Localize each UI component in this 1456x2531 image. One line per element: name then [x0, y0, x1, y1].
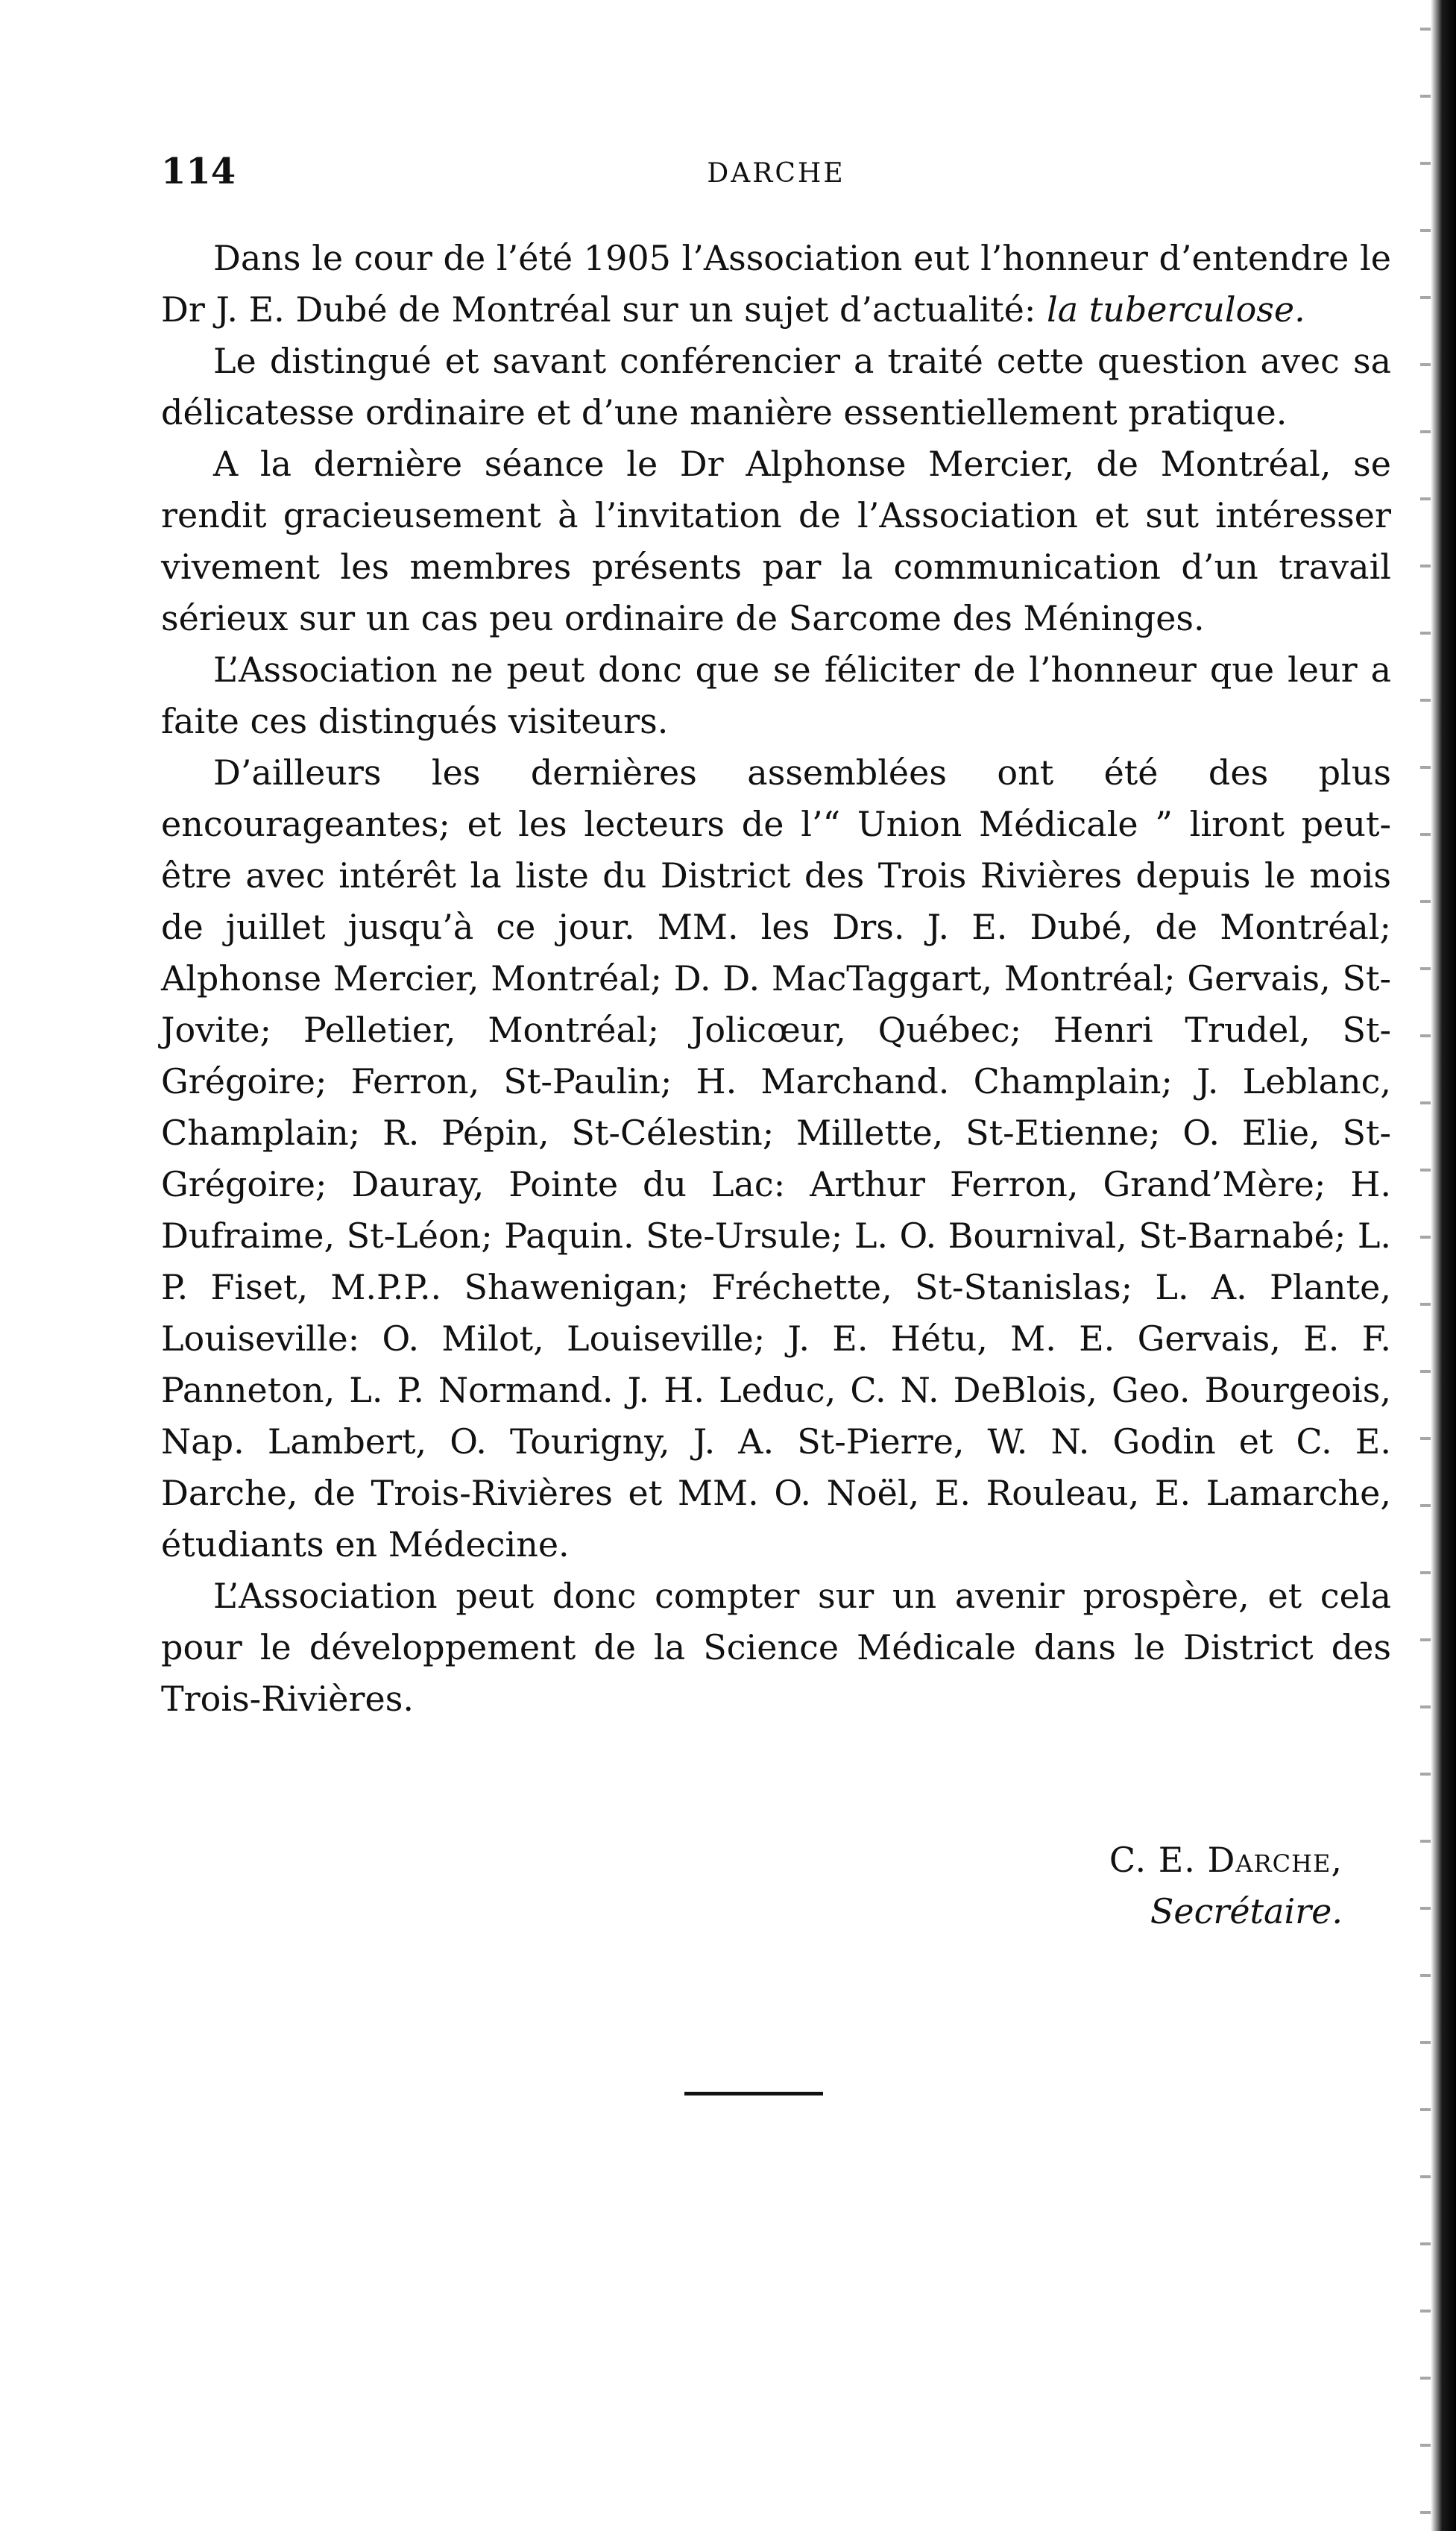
body-text [161, 233, 1391, 1725]
running-head: DARCHE [707, 158, 845, 189]
paragraph-1-italic: la tuberculose. [1046, 289, 1305, 330]
paragraph-5: D’ailleurs les dernières assemblées ont été des plus encourageantes; et les lecteurs de l’“ Union Médicale ” liront peut-être avec intérêt la liste du District des Trois Rivières depuis le mois de juillet jusqu’à ce jour. MM. les Drs. J. E. Dubé, de Montréal; Alphonse Mercier, Montréal; D. D. MacTaggart, Montréal; Gervais, St-Jovite; Pelletier, Montréal; Jolicœur, Québec; Henri Trudel, St-Grégoire; Ferron, St-Paulin; H. Marchand. Champlain; J. Leblanc, Champlain; R. Pépin, St-Célestin; Millette, St-Etienne; O. Elie, St-Grégoire; Dauray, Pointe du Lac: Arthur Ferron, Grand’Mère; H. Dufraime, St-Léon; Paquin. Ste-Ursule; L. O. Bournival, St-Barnabé; L. P. Fiset, M.P.P.. Shawenigan; Fréchette, St-Stanislas; L. A. Plante, Louiseville: O. Milot, Louiseville; J. E. Hétu, M. E. Gervais, E. F. Panneton, L. P. Normand. J. H. Leduc, C. N. DeBlois, Geo. Bourgeois, Nap. Lambert, O. Tourigny, J. A. St-Pierre, W. N. Godin et C. E. Darche, de Trois-Rivières et MM. O. Noël, E. Rouleau, E. Lamarche, étudiants en Médecine. [161, 752, 1391, 1565]
paragraph-1 [161, 233, 1391, 336]
scan-edge-shadow [1431, 0, 1456, 2531]
paragraph-2: Le distingué et savant conférencier a traité cette question avec sa délicatesse ordinaire et d’une manière essentiellement pratique. [161, 341, 1391, 433]
paragraph-1-text: Dans le cour de l’été 1905 l’Association eut l’honneur d’entendre le Dr J. E. Dubé de Montréal sur un sujet d’actualité: [161, 238, 1391, 330]
page-number: 114 [161, 151, 236, 192]
paragraph-3: A la dernière séance le Dr Alphonse Mercier, de Montréal, se rendit gracieusement à l’invitation de l’Association et sut intéresser vivement les membres présents par la communication d’un travail sérieux sur un cas peu ordinaire de Sarcome des Méninges. [161, 444, 1391, 638]
paragraph-4: L’Association ne peut donc que se féliciter de l’honneur que leur a faite ces distingués visiteurs. [161, 650, 1391, 741]
signature-name: C. E. Darche, [1109, 1840, 1343, 1880]
paragraph-6: L’Association peut donc compter sur un avenir prospère, et cela pour le développement de la Science Médicale dans le District des Trois-Rivières. [161, 1576, 1391, 1719]
page-header [161, 149, 1391, 201]
signature-block [1109, 1834, 1343, 1937]
closing-rule [684, 2092, 823, 2095]
signature-title: Secrétaire. [1150, 1891, 1343, 1931]
scan-edge-specks [1420, 0, 1431, 2531]
